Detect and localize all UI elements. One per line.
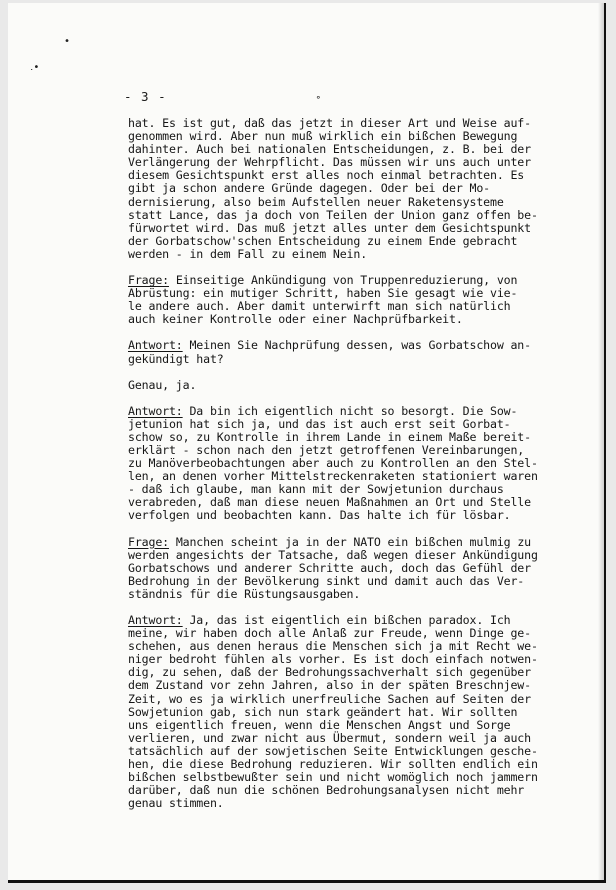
paragraph-text: Ja, das ist eigentlich ein bißchen paradox. Ich meine, wir haben doch alle Anlaß zur Freude, wenn Dinge ge- schehen, aus denen heraus die Menschen sich ja mit Recht we- niger bedroht fühlen als vorher. Es ist doch einfach notwen- dig, zu sehen, daß der Bedrohungssachverhalt sich gegenüber dem Zustand vor zehn Jahren, also in der späten Breschnjew- Zeit, wo es ja wirklich unerfreuliche Sachen auf Seiten der Sowjetunion gab, sich nun stark geändert hat. Wir sollten uns eigentlich freuen, wenn die Menschen Angst und Sorge verlieren, und zwar nicht aus Übermut, sondern weil ja auch tatsächlich auf der sowjetischen Seite Entwicklungen gesche- hen, die diese Bedrohung reduzieren. Wir sollten endlich ein bißchen selbstbewußter sein und nicht womöglich noch jammern darüber, daß nun die schönen Bedrohungsanalysen nicht mehr genau stimmen. bbox=[128, 613, 538, 811]
speaker-label: Antwort: bbox=[128, 403, 183, 418]
document-body bbox=[128, 117, 568, 823]
speaker-label: Antwort: bbox=[128, 338, 183, 353]
paragraph bbox=[128, 117, 568, 261]
speaker-label: Frage: bbox=[128, 273, 169, 288]
paragraph-text: hat. Es ist gut, daß das jetzt in dieser Art und Weise auf- genommen wird. Aber nun muß wirklich ein bißchen Bewegung dahinter. Auch bei nationalen Entscheidungen, z. B. bei der Verlängerung der Wehrpflicht. Das müssen wir uns auch unter diesem Gesichtspunkt erst alles noch einmal betrachten. Es gibt ja schon andere Gründe dagegen. Oder bei der Mo- dernisierung, also beim Aufstellen neuer Raketensysteme statt Lance, das ja doch von Teilen der Union ganz offen be- fürwortet wird. Das muß jetzt alles unter dem Gesichtspunkt der Gorbatschow'schen Entscheidung zu einem Ende gebracht werden - in dem Fall zu einem Nein. bbox=[128, 116, 538, 261]
paragraph bbox=[128, 614, 568, 810]
paragraph bbox=[128, 379, 568, 392]
paragraph bbox=[128, 405, 568, 523]
margin-mark: ˚ bbox=[315, 95, 322, 108]
paragraph-text: Meinen Sie Nachprüfung dessen, was Gorbatschow an- gekündigt hat? bbox=[128, 338, 531, 366]
scan-edge-shadow bbox=[598, 3, 604, 880]
paragraph-text: Einseitige Ankündigung von Truppenreduzierung, von Abrüstung: ein mutiger Schritt, haben Sie gesagt wie vie- le andere auch. Aber damit unterwirft man sich natürlich auch keiner Kontrolle oder einer Nachprüfbarkeit. bbox=[128, 273, 518, 327]
paragraph bbox=[128, 536, 568, 601]
scan-speck: ․• bbox=[30, 62, 40, 73]
page-number: - 3 - bbox=[124, 89, 167, 104]
paragraph-text: Genau, ja. bbox=[128, 377, 197, 392]
scan-speck: • bbox=[64, 36, 71, 47]
paragraph bbox=[128, 339, 568, 365]
speaker-label: Frage: bbox=[128, 534, 169, 549]
paragraph-text: Manchen scheint ja in der NATO ein bißchen mulmig zu werden angesichts der Tatsache, daß wegen dieser Ankündigung Gorbatschows und anderer Schritte auch, doch das Gefühl der Bedrohung in der Bevölkerung sinkt und damit auch das Ver- ständnis für die Rüstungsausgaben. bbox=[128, 534, 538, 601]
document-page bbox=[8, 3, 606, 883]
speaker-label: Antwort: bbox=[128, 613, 183, 627]
paragraph-text: Da bin ich eigentlich nicht so besorgt. Die Sow- jetunion hat sich ja, und das ist auch erst seit Gorbat- schow so, zu Kontrolle in ihrem Lande in einem Maße bereit- erklärt - schon nach den jetzt getroffenen Vereinbarungen, zu Manöverbeobachtungen aber auch zu Kontrollen an den Stel- len, an denen vorher Mittelstreckenraketen stationiert waren - daß ich glaube, man kann mit der Sowjetunion durchaus verabreden, daß man diese neuen Maßnahmen an Ort und Stelle verfolgen und beobachten kann. Das halte ich für lösbar. bbox=[128, 403, 538, 523]
paragraph bbox=[128, 274, 568, 326]
